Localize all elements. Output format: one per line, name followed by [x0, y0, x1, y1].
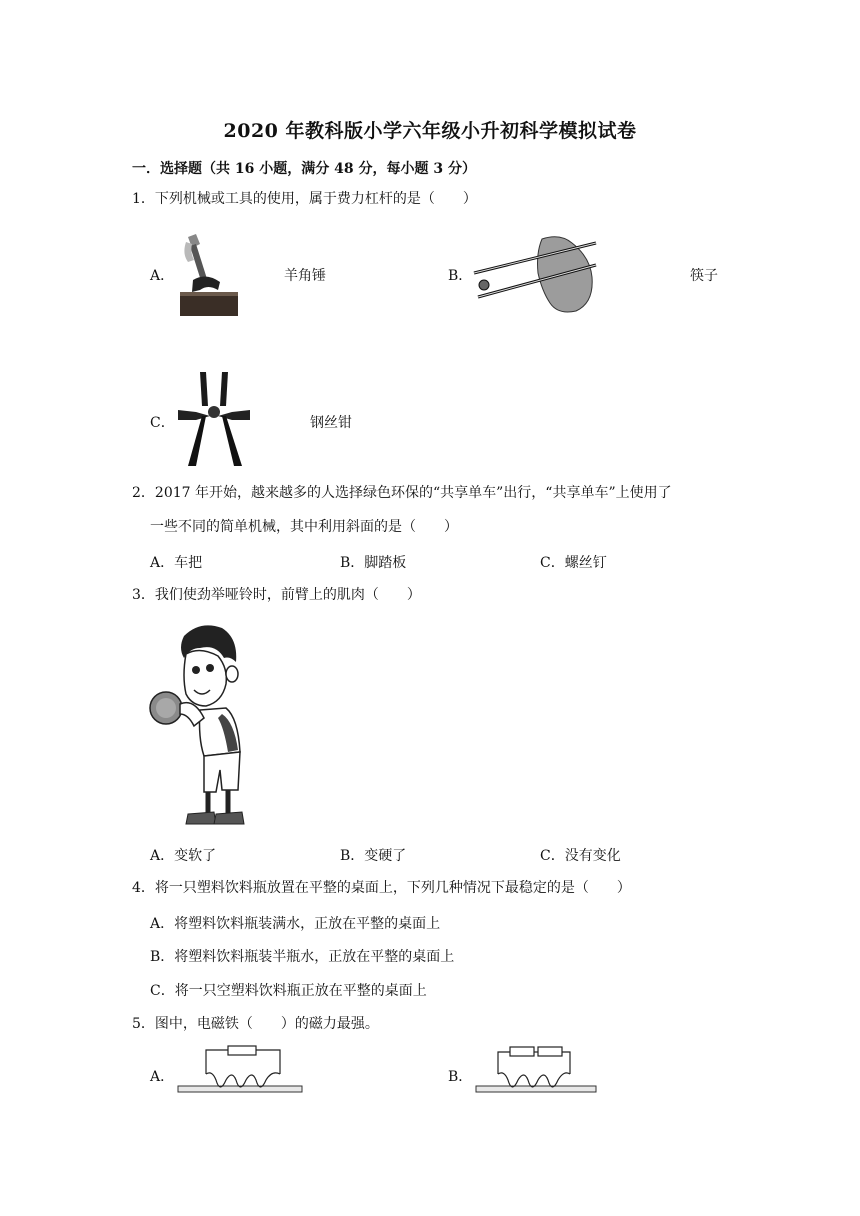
boy-lifting-dumbbell-icon — [144, 618, 246, 830]
q5-option-a-letter: A． — [150, 1069, 175, 1085]
chopsticks-icon — [472, 233, 598, 313]
question-5-text: 5．图中，电磁铁（ ）的磁力最强。 — [132, 1016, 379, 1032]
q1-option-b-caption: 筷子 — [690, 268, 718, 284]
q2-option-c: C．螺丝钉 — [540, 555, 607, 571]
q2-option-b: B．脚踏板 — [340, 555, 407, 571]
question-1-text: 1．下列机械或工具的使用，属于费力杠杆的是（ ） — [132, 191, 477, 207]
q4-option-b: B．将塑料饮料瓶装半瓶水，正放在平整的桌面上 — [150, 949, 455, 965]
page-title: 2020 年教科版小学六年级小升初科学模拟试卷 — [223, 120, 637, 142]
electromagnet-two-batteries-icon — [474, 1044, 598, 1098]
claw-hammer-icon — [178, 232, 240, 318]
pliers-icon — [176, 370, 256, 468]
q3-option-a: A．变软了 — [150, 848, 217, 864]
q1-option-c-letter: C． — [150, 415, 175, 431]
question-2-line1: 2．2017 年开始，越来越多的人选择绿色环保的“共享单车”出行，“共享单车”上使用了 — [132, 485, 672, 501]
question-3-text: 3．我们使劲举哑铃时，前臂上的肌肉（ ） — [132, 587, 421, 603]
q2-option-a: A．车把 — [150, 555, 203, 571]
section-header: 一．选择题（共 16 小题，满分 48 分，每小题 3 分） — [132, 161, 476, 177]
q3-option-c: C．没有变化 — [540, 848, 621, 864]
question-4-text: 4．将一只塑料饮料瓶放置在平整的桌面上，下列几种情况下最稳定的是（ ） — [132, 880, 631, 896]
question-2-line2: 一些不同的简单机械，其中利用斜面的是（ ） — [150, 519, 458, 535]
q5-option-b-letter: B． — [448, 1069, 473, 1085]
q1-option-b-letter: B． — [448, 268, 473, 284]
q4-option-a: A．将塑料饮料瓶装满水，正放在平整的桌面上 — [150, 916, 441, 932]
q1-option-a-caption: 羊角锤 — [284, 268, 326, 284]
q1-option-a-letter: A． — [150, 268, 175, 284]
electromagnet-one-battery-icon — [176, 1044, 304, 1098]
q3-option-b: B．变硬了 — [340, 848, 407, 864]
q1-option-c-caption: 钢丝钳 — [310, 415, 352, 431]
q4-option-c: C．将一只空塑料饮料瓶正放在平整的桌面上 — [150, 983, 427, 999]
